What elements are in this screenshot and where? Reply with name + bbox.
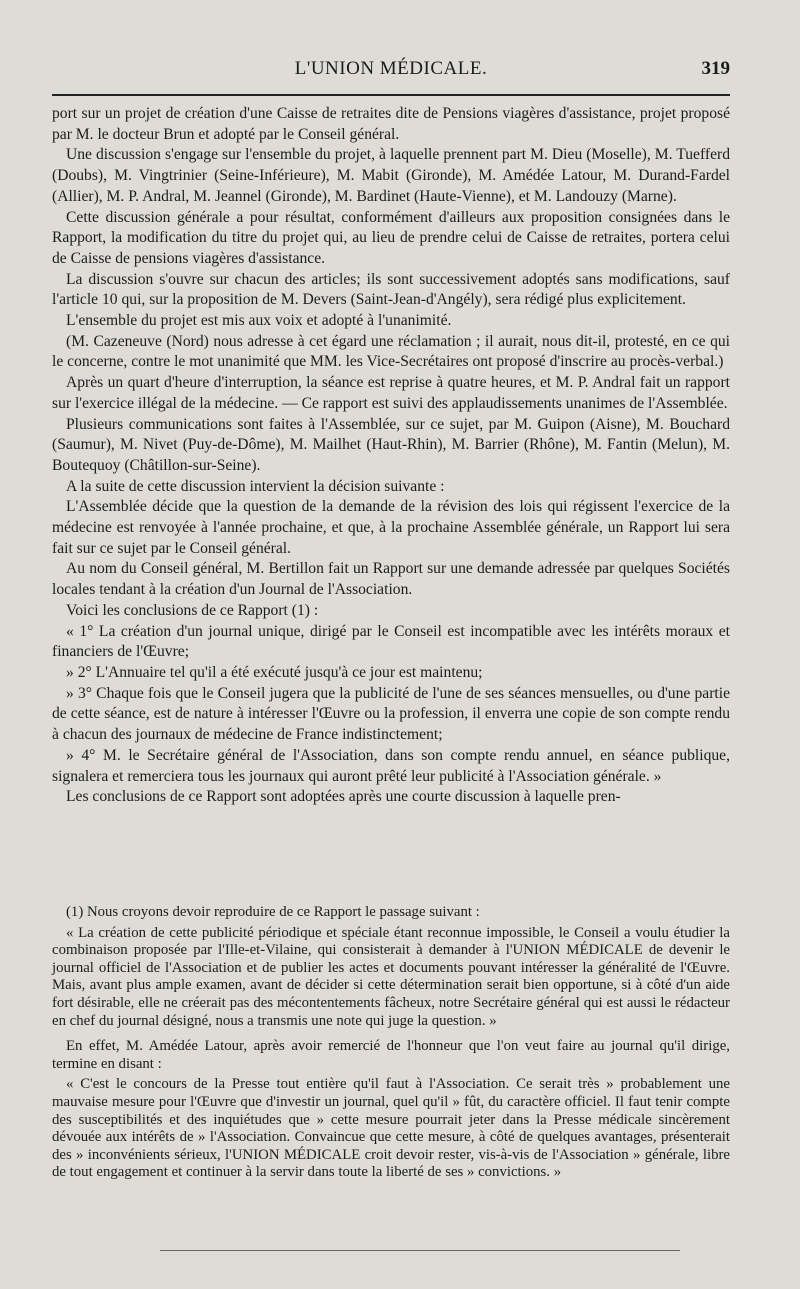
paragraph: Voici les conclusions de ce Rapport (1) : — [66, 601, 319, 619]
paragraph: Après un quart d'heure d'interruption, la séance est reprise à quatre heures, et M. P. Andral fait un rapport sur l'exercice illégal de la médecine. — Ce rapport est suivi des applaudissements unanimes de l'Assemblée. — [52, 374, 730, 412]
paragraph: La discussion s'ouvre sur chacun des articles; ils sont successivement adoptés sans modifications, sauf l'article 10 qui, sur la proposition de M. Devers (Saint-Jean-d'Angély), sera rédigé plus explicitement. — [52, 270, 730, 309]
footnotes — [52, 904, 730, 1185]
footnote-quote: « La création de cette publicité périodique et spéciale étant reconnue impossible, le Conseil a voulu étudier la combinaison proposée par l'Ille-et-Vilaine, qui consisterait à demander à l'UNION MÉDICALE de devenir le journal officiel de l'Association et de publier les actes et documents pouvant intéresser la généralité de l'Œuvre. Mais, avant plus ample examen, avant de décider si cette détermination serait bien opportune, si à côté d'un aide fort désirable, elle ne créerait pas des mécontentements fâcheux, notre Secrétaire général qui est aussi le rédacteur en chef du journal désigné, nous a transmis une note qui juge la question. » — [52, 924, 730, 1029]
page-number: 319 — [701, 58, 730, 79]
paragraph: Cette discussion générale a pour résultat, conformément d'ailleurs aux proposition consignées dans le Rapport, la modification du titre du projet qui, au lieu de prendre celui de Caisse de retraites, portera celui de Caisse de pensions viagères d'assistance. — [52, 208, 730, 267]
paragraph: (M. Cazeneuve (Nord) nous adresse à cet égard une réclamation ; il aurait, nous dit-il, protesté, en ce qui le concerne, contre le mot unanimité que MM. les Vice-Secrétaires ont proposé d'inscrire au procès-verbal.) — [52, 332, 730, 371]
main-text — [52, 104, 730, 808]
page-header — [52, 58, 730, 88]
paragraph: port sur un projet de création d'une Caisse de retraites dite de Pensions viagères d'assistance, projet proposé par M. le docteur Brun et adopté par le Conseil général. — [52, 105, 730, 143]
header-rule — [52, 94, 730, 96]
conclusion-item: « 1° La création d'un journal unique, dirigé par le Conseil est incompatible avec les intérêts moraux et financiers de l'Œuvre; — [52, 622, 730, 661]
paragraph: L'Assemblée décide que la question de la demande de la révision des lois qui régissent l'exercice de la médecine est renvoyée à l'année prochaine, et que, à la prochaine Assemblée générale, un Rapport lui sera fait sur ce sujet par le Conseil général. — [52, 498, 730, 557]
paragraph: A la suite de cette discussion intervient la décision suivante : — [66, 477, 445, 495]
conclusion-item: » 3° Chaque fois que le Conseil jugera que la publicité de l'une de ses séances mensuelles, ou d'une partie de cette séance, est de nature à intéresser l'Œuvre ou la profession, il enverra une copie de son compte rendu à chacun des journaux de médecine de France indistinctement; — [52, 684, 730, 744]
paragraph: Plusieurs communications sont faites à l'Assemblée, sur ce sujet, par M. Guipon (Aisne), M. Bouchard (Saumur), M. Nivet (Puy-de-Dôme), M. Mailhet (Haut-Rhin), M. Barrier (Rhône), M. Fantin (Melun), M. Boutequoy (Châtillon-sur-Seine). — [52, 415, 730, 474]
conclusion-item: » 2° L'Annuaire tel qu'il a été exécuté jusqu'à ce jour est maintenu; — [66, 663, 483, 681]
footnote-quote: « C'est le concours de la Presse tout entière qu'il faut à l'Association. Ce serait très » probablement une mauvaise mesure pour l'Œuvre que d'investir un journal, quel qu'il » fût, du caractère officiel. Il faut tenir compte des susceptibilités et des inquiétudes que » cette mesure pourrait jeter dans la Presse médicale sincèrement dévouée aux intérêts de » l'Association. Convaincue que cette mesure, à côté de quelques avantages, présenterait des » inconvénients sérieux, l'UNION MÉDICALE croit devoir rester, vis-à-vis de l'Association » générale, libre de tout engagement et continuer à la servir dans toute la liberté de ses » convictions. » — [52, 1076, 730, 1181]
bottom-rule — [160, 1250, 680, 1251]
paragraph: Au nom du Conseil général, M. Bertillon fait un Rapport sur une demande adressée par quelques Sociétés locales tendant à la création d'un Journal de l'Association. — [52, 560, 730, 599]
paragraph: Une discussion s'engage sur l'ensemble du projet, à laquelle prennent part M. Dieu (Moselle), M. Tuefferd (Doubs), M. Vingtrinier (Seine-Inférieure), M. Mabit (Gironde), M. Amédée Latour, M. Durand-Fardel (Allier), M. P. Andral, M. Jeannel (Gironde), M. Bardinet (Haute-Vienne), et M. Landouzy (Marne). — [52, 146, 730, 205]
paragraph: Les conclusions de ce Rapport sont adoptées après une courte discussion à laquelle pren- — [66, 788, 621, 806]
footnote: (1) Nous croyons devoir reproduire de ce Rapport le passage suivant : — [66, 904, 480, 920]
running-title: L'UNION MÉDICALE. — [294, 58, 488, 79]
footnote: En effet, M. Amédée Latour, après avoir remercié de l'honneur que l'on veut faire au journal qu'il dirige, termine en disant : — [52, 1038, 730, 1072]
paragraph: L'ensemble du projet est mis aux voix et adopté à l'unanimité. — [66, 312, 452, 330]
conclusion-item: » 4° M. le Secrétaire général de l'Association, dans son compte rendu annuel, en séance publique, signalera et remerciera tous les journaux qui auront prêté leur publicité à l'Association générale. » — [52, 746, 730, 785]
